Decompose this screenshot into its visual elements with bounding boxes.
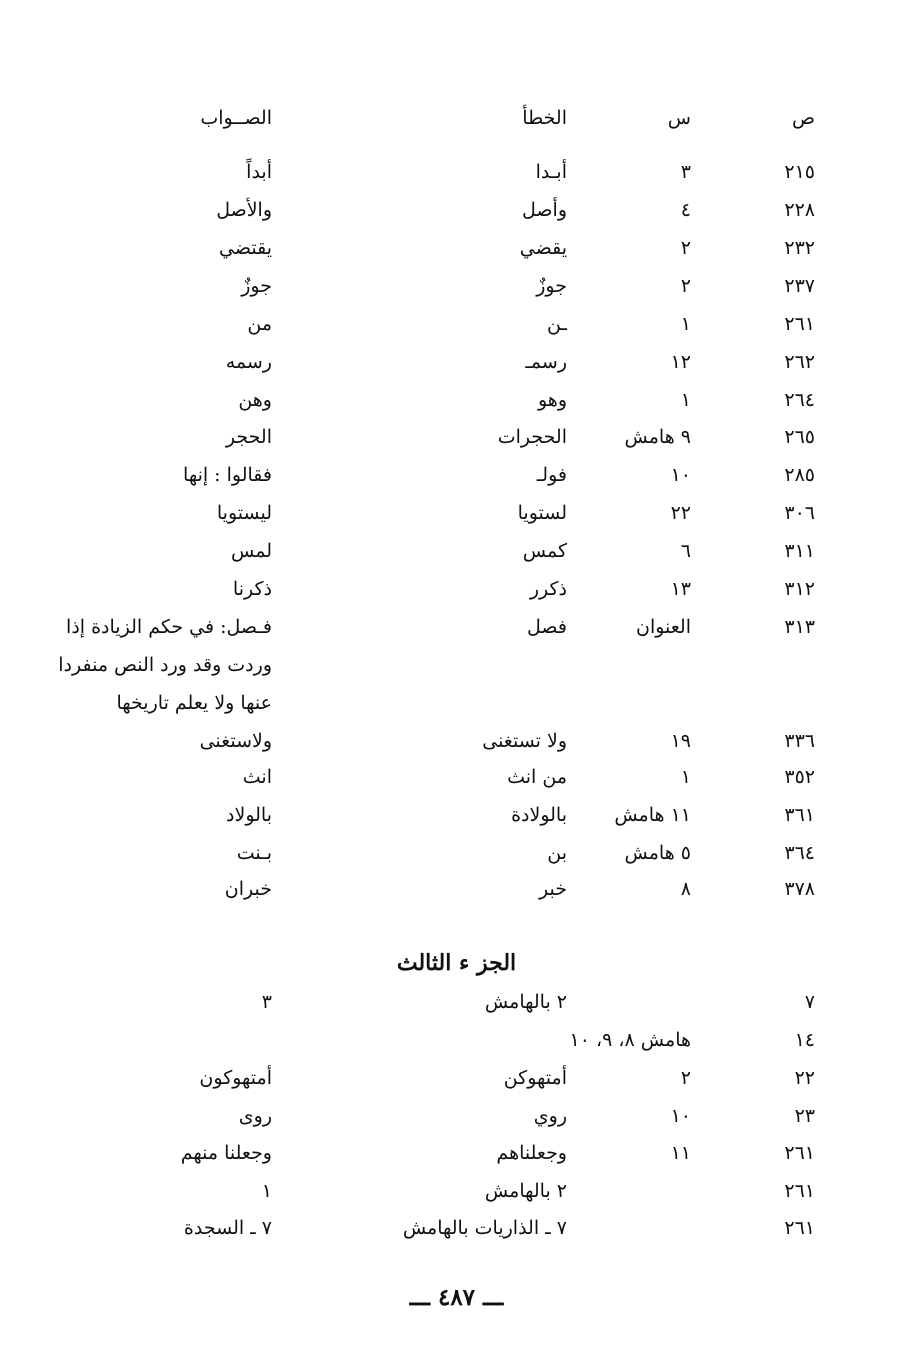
row-page: ٣١٢: [784, 578, 815, 600]
row-wrong: ٧ ـ الذاريات بالهامش: [402, 1217, 567, 1239]
row-page: ٣٥٢: [784, 766, 815, 788]
row-correct: بـنت: [236, 842, 272, 864]
row-line: ٨: [680, 878, 691, 900]
row-correct: بالولاد: [226, 804, 272, 826]
row-correct: خبران: [224, 878, 272, 900]
row-page: ٣٦١: [784, 804, 815, 826]
row-wrong: كمس: [522, 540, 567, 562]
row-line: هامش ٨، ٩، ١٠: [569, 1029, 691, 1051]
row-line: ١: [680, 389, 691, 411]
row-line: ٤: [680, 199, 691, 221]
row-page: ٣٧٨: [784, 878, 815, 900]
row-line: ١٠: [670, 1105, 691, 1127]
row-line: ٥ هامش: [624, 842, 691, 864]
row-line: ٣: [680, 161, 691, 183]
row-wrong: وجعلناهم: [496, 1142, 567, 1164]
row-line: ٢: [680, 237, 691, 259]
page-number: ـــ ٤٨٧ ـــ: [409, 1284, 504, 1311]
row-correct: ١: [261, 1180, 272, 1202]
row-page: ٢٣: [794, 1105, 815, 1127]
row-correct: وهن: [238, 389, 272, 411]
row-wrong: رسمـ: [525, 351, 567, 373]
row-page: ٢٦١: [784, 1180, 815, 1202]
row-line: ١٣: [670, 578, 691, 600]
row-line: ١١ هامش: [614, 804, 691, 826]
row-correct: أمتهوكون: [199, 1067, 272, 1089]
row-page: ٢٦١: [784, 1217, 815, 1239]
row-wrong: ٢ بالهامش: [484, 1180, 567, 1202]
row-wrong: وهو: [537, 389, 567, 411]
row-correct: وجعلنا منهم: [180, 1142, 272, 1164]
row-correct: رسمه: [225, 351, 272, 373]
row-line: ٢٢: [670, 502, 691, 524]
section-title: الجز ء الثالث: [396, 950, 517, 976]
row-correct: ولاستغنى: [199, 730, 272, 752]
row-wrong: ولا تستغنى: [482, 730, 567, 752]
row-wrong: أبـدا: [535, 161, 567, 183]
row-wrong: جوزٌ: [536, 275, 567, 297]
row-wrong: ـن: [546, 313, 567, 335]
header-line: س: [667, 107, 691, 129]
row-wrong: ذكرر: [529, 578, 567, 600]
row-wrong: أمتهوكن: [503, 1067, 567, 1089]
row-correct: والأصل: [216, 199, 272, 221]
row-line: ١٢: [670, 351, 691, 373]
row-wrong: يقضي: [519, 237, 567, 259]
row-line: ١٠: [670, 464, 691, 486]
header-wrong: الخطأ: [522, 107, 567, 129]
row-line: ٦: [680, 540, 691, 562]
row-correct: من: [247, 313, 272, 335]
row-wrong: ٢ بالهامش: [484, 991, 567, 1013]
row-line: ١: [680, 766, 691, 788]
row-page: ٢٦١: [784, 1142, 815, 1164]
row-page: ٢٣٢: [784, 237, 815, 259]
row-wrong: من انث: [507, 766, 567, 788]
row-correct: يقتضي: [219, 237, 272, 259]
row-page: ٣٠٦: [784, 502, 815, 524]
row-correct: الحجر: [225, 426, 272, 448]
row-wrong: خبر: [539, 878, 567, 900]
row-wrong: فولـ: [536, 464, 567, 486]
header-correct: الصــواب: [200, 107, 272, 129]
row-wrong: فصل: [527, 616, 567, 638]
row-page: ٣١٣: [784, 616, 815, 638]
row-wrong: وأصل: [522, 199, 567, 221]
row-correct: فقالوا : إنها: [183, 464, 272, 486]
row-line: ١٩: [670, 730, 691, 752]
row-line: ٩ هامش: [624, 426, 691, 448]
row-line: ٢: [680, 275, 691, 297]
row-line: ٢: [680, 1067, 691, 1089]
row-correct: ليستويا: [216, 502, 272, 524]
row-correct: ذكرنا: [232, 578, 272, 600]
row-correct: فـصل: في حكم الزيادة إذا وردت وقد ورد النص منفردا عنها ولا يعلم تاريخها: [58, 616, 272, 714]
row-line: ١١: [670, 1142, 691, 1164]
row-page: ٢٦٤: [784, 389, 815, 411]
row-line: ١: [680, 313, 691, 335]
row-correct: لمس: [231, 540, 272, 562]
row-correct: روى: [238, 1105, 272, 1127]
row-page: ٢١٥: [784, 161, 815, 183]
row-page: ١٤: [794, 1029, 815, 1051]
row-page: ٣٣٦: [784, 730, 815, 752]
row-page: ٢٣٧: [784, 275, 815, 297]
row-wrong: بالولادة: [511, 804, 567, 826]
row-line: العنوان: [635, 616, 691, 638]
row-correct: جوزٌ: [241, 275, 272, 297]
row-wrong: روي: [533, 1105, 567, 1127]
row-page: ٢٦٥: [784, 426, 815, 448]
row-page: ٣٦٤: [784, 842, 815, 864]
row-correct: انث: [242, 766, 272, 788]
row-correct: ٣: [261, 991, 272, 1013]
row-correct: ٧ ـ السجدة: [183, 1217, 272, 1239]
row-page: ٧: [804, 991, 815, 1013]
row-page: ٣١١: [784, 540, 815, 562]
row-correct: أبداً: [246, 161, 272, 183]
row-wrong: لستويا: [517, 502, 567, 524]
row-page: ٢٨٥: [784, 464, 815, 486]
row-page: ٢٦٢: [784, 351, 815, 373]
header-page: ص: [792, 107, 815, 129]
row-wrong: الحجرات: [497, 426, 567, 448]
row-page: ٢٢: [794, 1067, 815, 1089]
row-page: ٢٦١: [784, 313, 815, 335]
row-wrong: بن: [547, 842, 567, 864]
row-page: ٢٢٨: [784, 199, 815, 221]
